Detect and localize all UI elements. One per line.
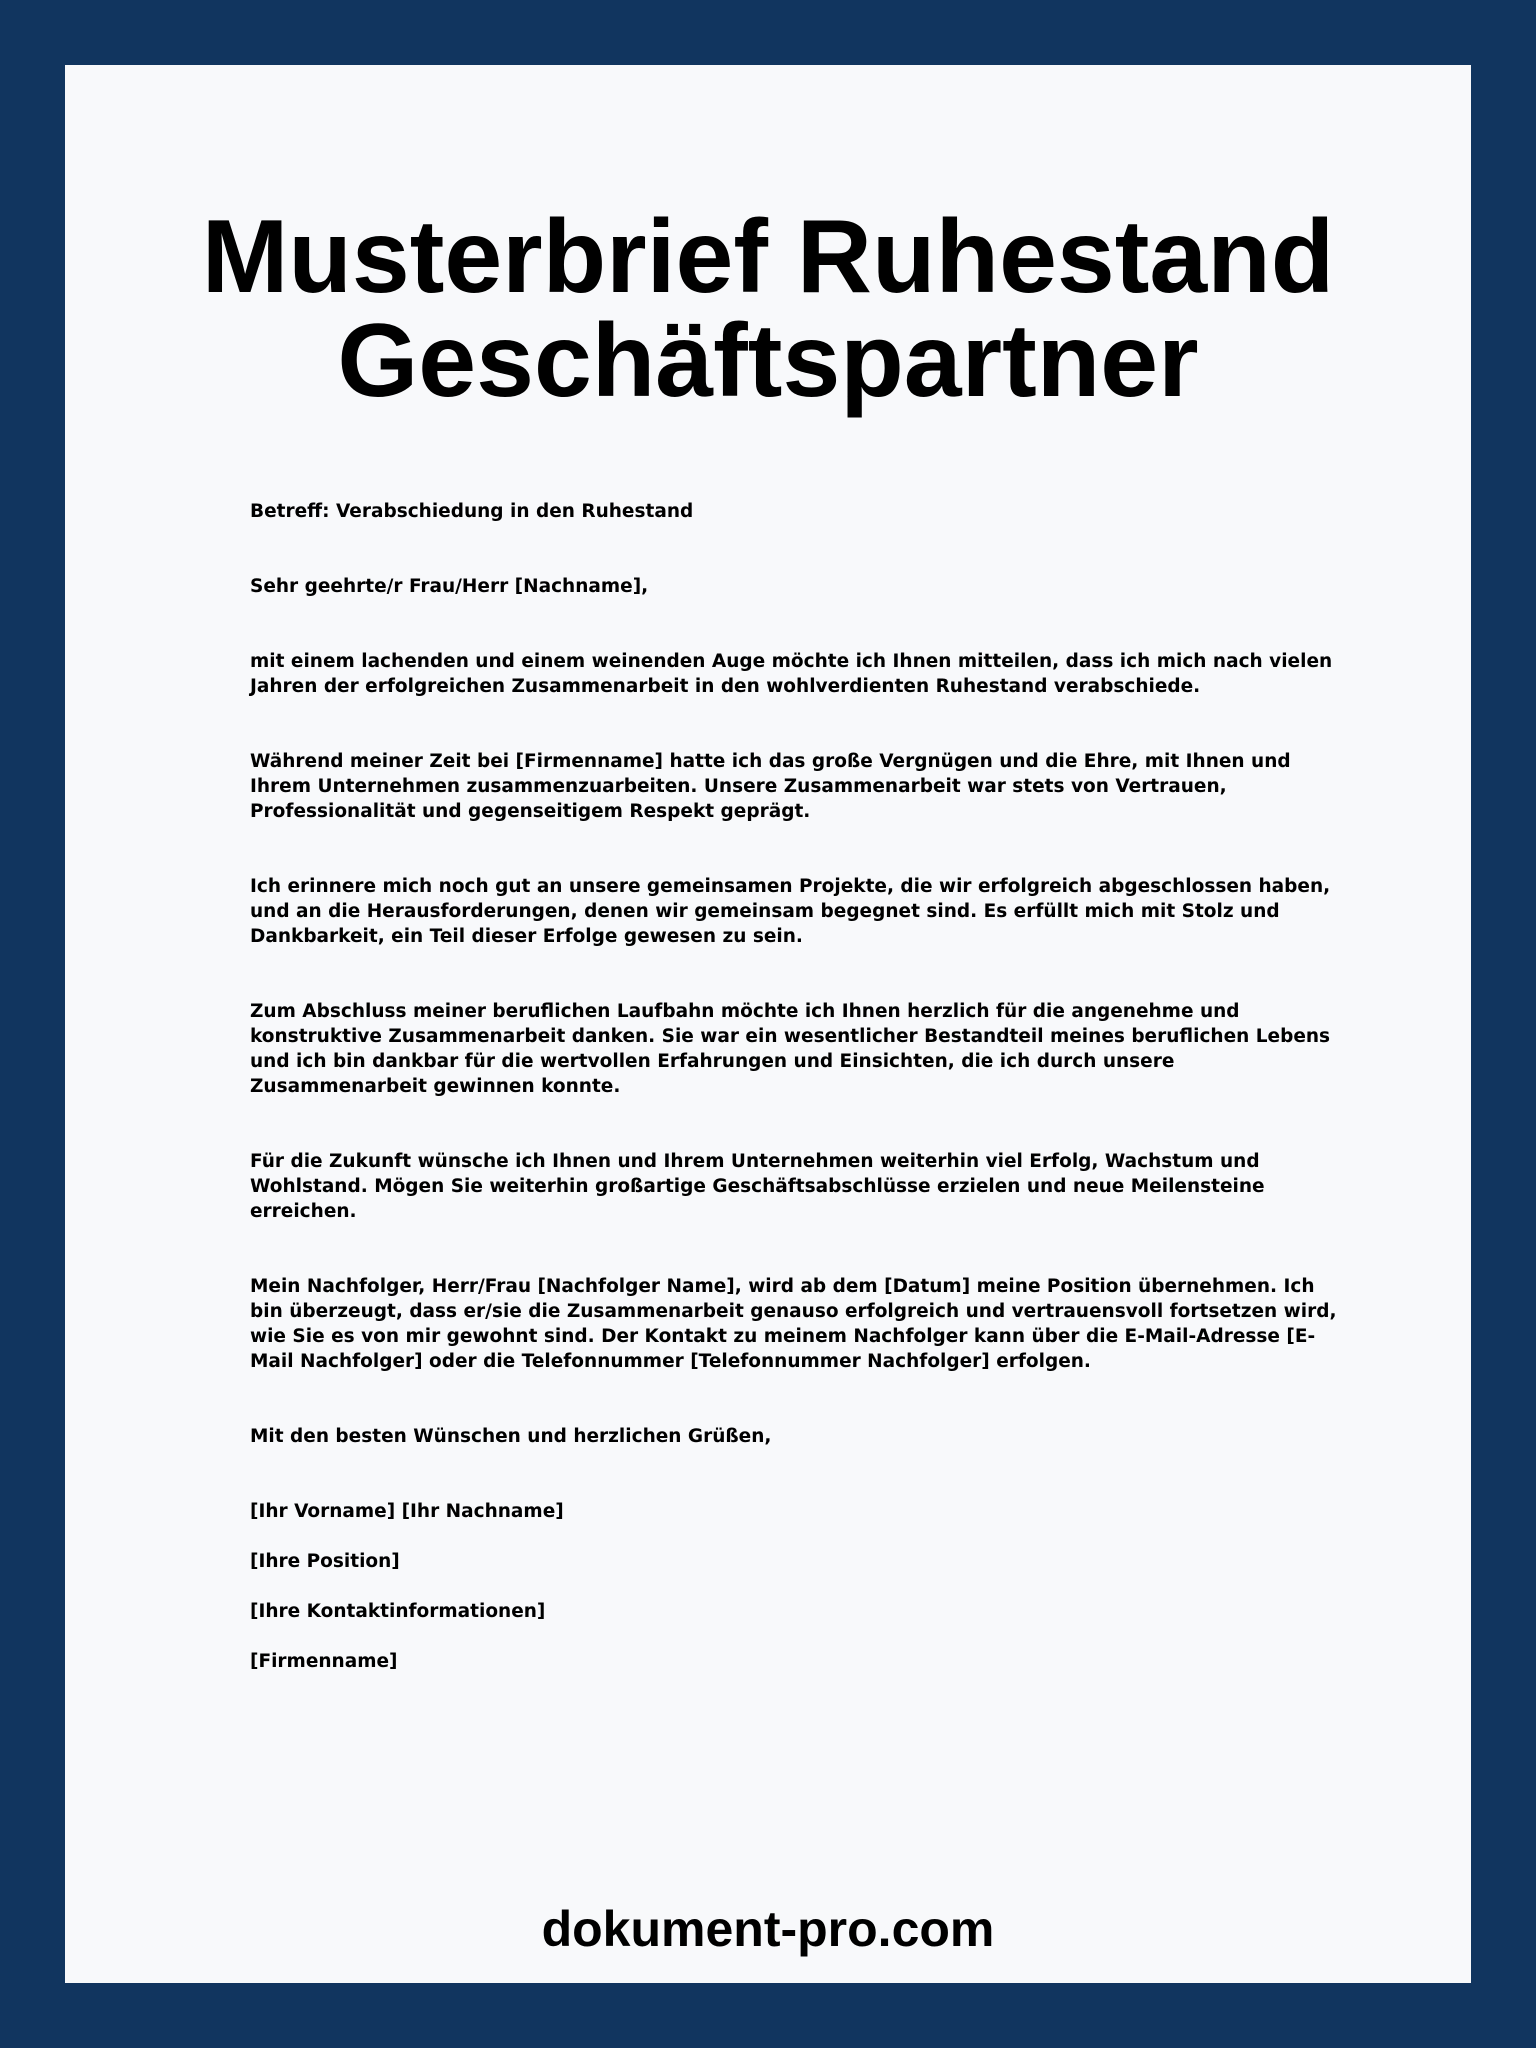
- signature-company: [Firmenname]: [250, 1651, 398, 1672]
- letter-paragraph: Mein Nachfolger, Herr/Frau [Nachfolger Name], wird ab dem [Datum] meine Position übernehmen. Ich bin überzeugt, dass er/sie die Zusammenarbeit genauso erfolgreich und vertrauensvoll fortsetzen wird, wie Sie es von mir gewohnt sind. Der Kontakt zu meinem Nachfolger kann über die E-Mail-Adresse [E-Mail Nachfolger] oder die Telefonnummer [Telefonnummer Nachfolger] erfolgen.: [250, 1276, 1337, 1372]
- letter-salutation: Sehr geehrte/r Frau/Herr [Nachname],: [250, 576, 649, 597]
- page-title: [65, 199, 1471, 419]
- title-line-2: Geschäftspartner: [337, 303, 1199, 419]
- title-line-1: Musterbrief Ruhestand: [201, 199, 1335, 315]
- letter-page: [65, 65, 1471, 1983]
- letter-paragraph: Für die Zukunft wünsche ich Ihnen und Ihrem Unternehmen weiterhin viel Erfolg, Wachstum und Wohlstand. Mögen Sie weiterhin großartige Geschäftsabschlüsse erzielen und neue Meilensteine erreichen.: [250, 1151, 1265, 1222]
- signature-contact: [Ihre Kontaktinformationen]: [250, 1601, 546, 1622]
- signature-name: [Ihr Vorname] [Ihr Nachname]: [250, 1501, 564, 1522]
- letter-body: [250, 499, 1350, 1699]
- letter-paragraph: Ich erinnere mich noch gut an unsere gemeinsamen Projekte, die wir erfolgreich abgeschlossen haben, und an die Herausforderungen, denen wir gemeinsam begegnet sind. Es erfüllt mich mit Stolz und Dankbarkeit, ein Teil dieser Erfolge gewesen zu sein.: [250, 876, 1331, 947]
- letter-paragraph: Zum Abschluss meiner beruflichen Laufbahn möchte ich Ihnen herzlich für die angenehme und konstruktive Zusammenarbeit danken. Sie war ein wesentlicher Bestandteil meines beruflichen Lebens und ich bin dankbar für die wertvollen Erfahrungen und Einsichten, die ich durch unsere Zusammenarbeit gewinnen konnte.: [250, 1001, 1331, 1097]
- letter-subject: Betreff: Verabschiedung in den Ruhestand: [250, 501, 694, 522]
- letter-paragraph: mit einem lachenden und einem weinenden Auge möchte ich Ihnen mitteilen, dass ich mich nach vielen Jahren der erfolgreichen Zusammenarbeit in den wohlverdienten Ruhestand verabschiede.: [250, 651, 1333, 697]
- letter-closing: Mit den besten Wünschen und herzlichen Grüßen,: [250, 1426, 772, 1447]
- signature-position: [Ihre Position]: [250, 1551, 400, 1572]
- footer-site-name: dokument-pro.com: [541, 1901, 995, 1957]
- letter-paragraph: Während meiner Zeit bei [Firmenname] hatte ich das große Vergnügen und die Ehre, mit Ihnen und Ihrem Unternehmen zusammenzuarbeiten. Unsere Zusammenarbeit war stets von Vertrauen, Professionalität und gegenseitigem Respekt geprägt.: [250, 751, 1291, 822]
